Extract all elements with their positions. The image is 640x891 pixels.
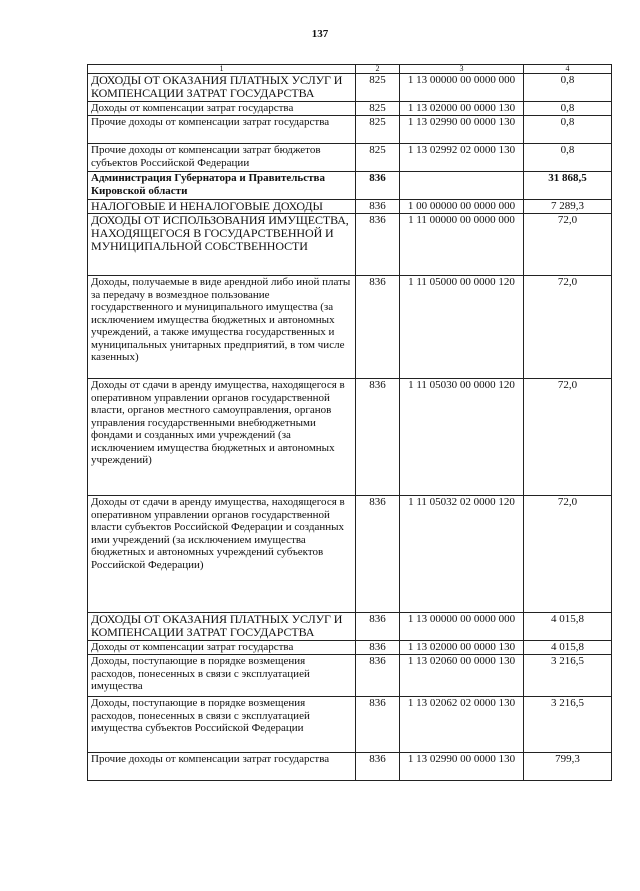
- row-amount-cell: 3 216,5: [524, 697, 612, 753]
- row-budget-code-cell: 1 00 00000 00 0000 000: [400, 200, 524, 214]
- row-admin-code-cell: 836: [356, 172, 400, 200]
- row-name-cell: Прочие доходы от компенсации затрат бюджетов субъектов Российской Федерации: [88, 144, 356, 172]
- row-admin-code-cell: 825: [356, 144, 400, 172]
- table-row: [88, 74, 612, 102]
- row-name-cell: Прочие доходы от компенсации затрат государства: [88, 116, 356, 144]
- row-admin-code-cell: 836: [356, 200, 400, 214]
- column-index-2: 2: [356, 65, 400, 74]
- table-row: [88, 172, 612, 200]
- row-budget-code-cell: 1 13 02060 00 0000 130: [400, 655, 524, 697]
- row-amount-cell: 7 289,3: [524, 200, 612, 214]
- revenue-table-body: [88, 65, 612, 781]
- row-name-cell: ДОХОДЫ ОТ ОКАЗАНИЯ ПЛАТНЫХ УСЛУГ И КОМПЕНСАЦИИ ЗАТРАТ ГОСУДАРСТВА: [88, 613, 356, 641]
- row-budget-code-cell: 1 11 05000 00 0000 120: [400, 276, 524, 379]
- row-name-cell: Доходы, поступающие в порядке возмещения расходов, понесенных в связи с эксплуатацией имущества: [88, 655, 356, 697]
- table-row: [88, 144, 612, 172]
- row-budget-code-cell: 1 11 05032 02 0000 120: [400, 496, 524, 613]
- row-name-cell: ДОХОДЫ ОТ ОКАЗАНИЯ ПЛАТНЫХ УСЛУГ И КОМПЕНСАЦИИ ЗАТРАТ ГОСУДАРСТВА: [88, 74, 356, 102]
- row-name-cell: Доходы от компенсации затрат государства: [88, 641, 356, 655]
- table-row: [88, 641, 612, 655]
- row-name-cell: Доходы от сдачи в аренду имущества, находящегося в оперативном управлении органов государственной власти субъектов Российской Федерации и созданных ими учреждений (за исключением имущества бюджетных и автономных учреждений субъектов Российской Федерации): [88, 496, 356, 613]
- row-name-cell: ДОХОДЫ ОТ ИСПОЛЬЗОВАНИЯ ИМУЩЕСТВА, НАХОДЯЩЕГОСЯ В ГОСУДАРСТВЕННОЙ И МУНИЦИПАЛЬНОЙ СОБСТВЕННОСТИ: [88, 214, 356, 276]
- row-budget-code-cell: 1 13 00000 00 0000 000: [400, 74, 524, 102]
- row-admin-code-cell: 836: [356, 496, 400, 613]
- table-row: [88, 655, 612, 697]
- row-amount-cell: 3 216,5: [524, 655, 612, 697]
- row-amount-cell: 72,0: [524, 496, 612, 613]
- column-index-4: 4: [524, 65, 612, 74]
- row-budget-code-cell: 1 13 02992 02 0000 130: [400, 144, 524, 172]
- table-row: [88, 276, 612, 379]
- row-budget-code-cell: 1 13 00000 00 0000 000: [400, 613, 524, 641]
- row-amount-cell: 799,3: [524, 753, 612, 781]
- row-amount-cell: 72,0: [524, 276, 612, 379]
- row-amount-cell: 0,8: [524, 144, 612, 172]
- table-row: [88, 753, 612, 781]
- row-name-cell: Доходы, поступающие в порядке возмещения расходов, понесенных в связи с эксплуатацией имущества субъектов Российской Федерации: [88, 697, 356, 753]
- revenue-table: [87, 64, 612, 781]
- row-admin-code-cell: 836: [356, 214, 400, 276]
- page-number: 137: [311, 28, 329, 40]
- row-name-cell: Доходы от компенсации затрат государства: [88, 102, 356, 116]
- row-admin-code-cell: 836: [356, 655, 400, 697]
- table-row: [88, 496, 612, 613]
- row-amount-cell: 72,0: [524, 214, 612, 276]
- row-budget-code-cell: 1 13 02000 00 0000 130: [400, 641, 524, 655]
- column-index-1: 1: [88, 65, 356, 74]
- row-budget-code-cell: 1 11 05030 00 0000 120: [400, 379, 524, 496]
- row-amount-cell: 0,8: [524, 116, 612, 144]
- row-amount-cell: 4 015,8: [524, 613, 612, 641]
- row-admin-code-cell: 836: [356, 641, 400, 655]
- row-name-cell: Доходы, получаемые в виде арендной либо иной платы за передачу в возмездное пользование государственного и муниципального имущества (за исключением имущества бюджетных и автономных учреждений, а также имущества государственных и муниципальных унитарных предприятий, в том числе казенных): [88, 276, 356, 379]
- row-name-cell: Администрация Губернатора и Правительства Кировской области: [88, 172, 356, 200]
- row-amount-cell: 4 015,8: [524, 641, 612, 655]
- row-name-cell: НАЛОГОВЫЕ И НЕНАЛОГОВЫЕ ДОХОДЫ: [88, 200, 356, 214]
- row-admin-code-cell: 825: [356, 74, 400, 102]
- table-row: [88, 379, 612, 496]
- column-index-3: 3: [400, 65, 524, 74]
- table-row: [88, 102, 612, 116]
- table-row: [88, 697, 612, 753]
- table-row: [88, 116, 612, 144]
- row-amount-cell: 0,8: [524, 74, 612, 102]
- row-admin-code-cell: 825: [356, 102, 400, 116]
- row-budget-code-cell: 1 11 00000 00 0000 000: [400, 214, 524, 276]
- row-budget-code-cell: [400, 172, 524, 200]
- table-row: [88, 200, 612, 214]
- row-amount-cell: 0,8: [524, 102, 612, 116]
- table-row: [88, 613, 612, 641]
- row-name-cell: Прочие доходы от компенсации затрат государства: [88, 753, 356, 781]
- row-budget-code-cell: 1 13 02990 00 0000 130: [400, 753, 524, 781]
- row-admin-code-cell: 836: [356, 697, 400, 753]
- row-amount-cell: 72,0: [524, 379, 612, 496]
- row-amount-cell: 31 868,5: [524, 172, 612, 200]
- row-admin-code-cell: 825: [356, 116, 400, 144]
- row-budget-code-cell: 1 13 02000 00 0000 130: [400, 102, 524, 116]
- row-name-cell: Доходы от сдачи в аренду имущества, находящегося в оперативном управлении органов государственной власти, органов местного самоуправления, органов управления государственными внебюджетными фондами и созданных ими учреждений (за исключением имущества бюджетных и автономных учреждений): [88, 379, 356, 496]
- table-row: [88, 214, 612, 276]
- row-budget-code-cell: 1 13 02990 00 0000 130: [400, 116, 524, 144]
- row-budget-code-cell: 1 13 02062 02 0000 130: [400, 697, 524, 753]
- row-admin-code-cell: 836: [356, 613, 400, 641]
- row-admin-code-cell: 836: [356, 753, 400, 781]
- row-admin-code-cell: 836: [356, 276, 400, 379]
- row-admin-code-cell: 836: [356, 379, 400, 496]
